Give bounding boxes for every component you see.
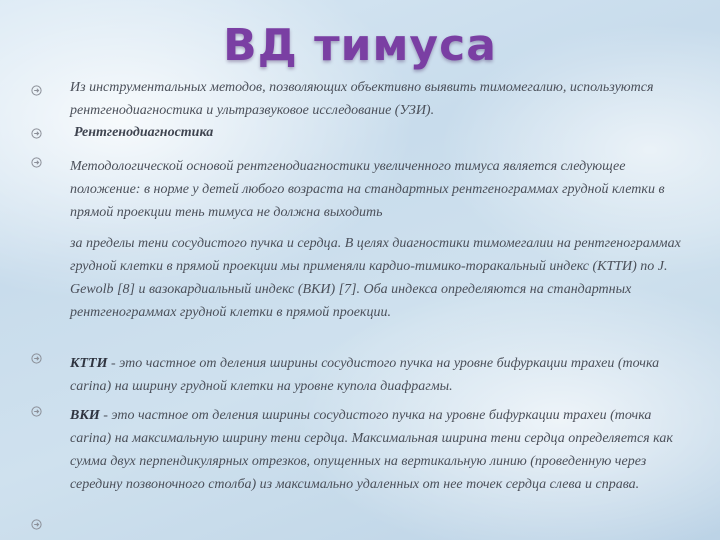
paragraph-heading-xray: Рентгенодиагностика	[74, 125, 214, 140]
paragraph-vki	[70, 404, 688, 496]
paragraph-methods: Из инструментальных методов, позволяющих объективно выявить тимомегалию, используются рентгенодиагностика и ультразвуковое исследование (УЗИ).	[70, 80, 654, 118]
circle-arrow-icon	[31, 519, 42, 530]
paragraph-indices: за пределы тени сосудистого пучка и сердца. В целях диагностики тимомегалии на рентгенограммах грудной клетки в прямой проекции мы применяли кардио-тимико-торакальный индекс (КТТИ) по J. Gewolb [8] и вазокардиальный индекс (ВКИ) [7]. Оба индекса определяются на стандартных рентгенограммах грудной клетки в прямой проекции.	[70, 236, 681, 320]
circle-arrow-icon	[31, 157, 42, 168]
paragraph-methodology: Методологической основой рентгенодиагностики увеличенного тимуса является следующее положение: в норме у детей любого возраста на стандартных рентгенограммах грудной клетки в прямой проекции тень тимуса не должна выходить	[70, 159, 665, 220]
vki-term: ВКИ	[70, 408, 100, 423]
slide-title: ВД тимуса	[223, 20, 497, 71]
ktti-definition: - это частное от деления ширины сосудистого пучка на уровне бифуркации трахеи (точка carina) на ширину грудной клетки на уровне купола диафрагмы.	[70, 356, 660, 394]
paragraph-ktti	[70, 352, 688, 398]
vki-definition: - это частное от деления ширины сосудистого пучка на уровне бифуркации трахеи (точка carina) на максимальную ширину тени сердца. Максимальная ширина тени сердца определяется как сумма двух перпендикулярных отрезков, опущенных на вертикальную линию (проведенную через середину позвоночного столба) из максимально удаленных от нее точек сердца слева и справа.	[70, 408, 673, 492]
ktti-term: КТТИ	[70, 356, 108, 371]
circle-arrow-icon	[31, 128, 42, 139]
circle-arrow-icon	[31, 353, 42, 364]
circle-arrow-icon	[31, 406, 42, 417]
circle-arrow-icon	[31, 85, 42, 96]
